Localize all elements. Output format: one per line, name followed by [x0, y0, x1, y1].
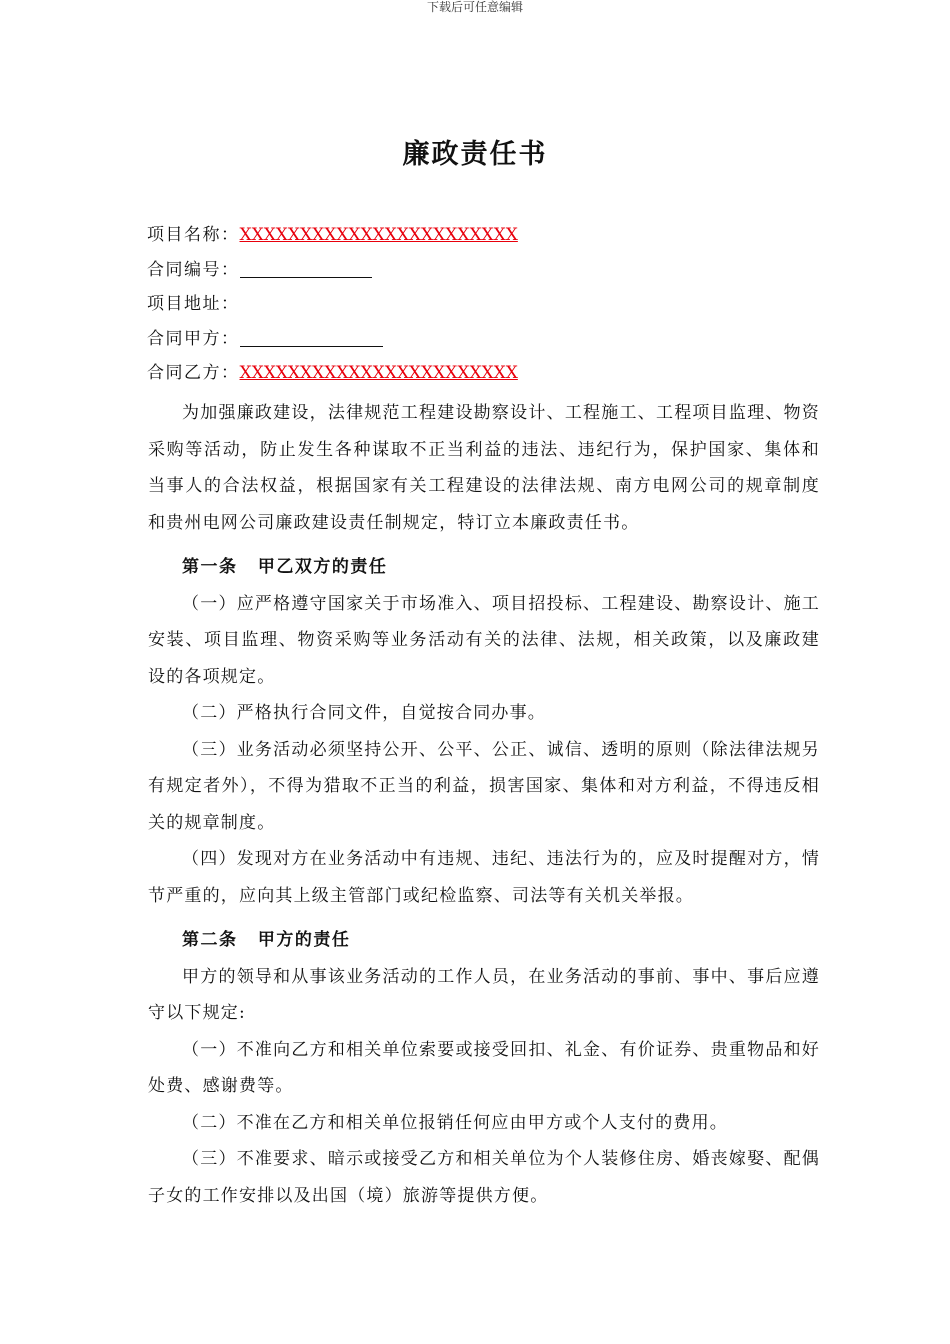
article2-lead: 甲方的领导和从事该业务活动的工作人员，在业务活动的事前、事中、事后应遵守以下规定:: [148, 966, 820, 1023]
article1-item: （一）应严格遵守国家关于市场准入、项目招投标、工程建设、勘察设计、施工安装、项目监理、物资采购等业务活动有关的法律、法规，相关政策，以及廉政建设的各项规定。: [148, 593, 820, 687]
field-party-b: [147, 361, 518, 396]
document-body: [148, 395, 820, 1214]
article2-item: （三）不准要求、暗示或接受乙方和相关单位为个人装修住房、婚丧嫁娶、配偶子女的工作安排以及出国（境）旅游等提供方便。: [148, 1149, 820, 1206]
article-number: 第二条: [182, 930, 238, 950]
contract-number-blank: [240, 259, 372, 278]
article-title: 甲方的责任: [257, 930, 351, 950]
article2-heading: [148, 922, 820, 959]
field-project-name: [147, 223, 518, 258]
field-project-address: [147, 292, 518, 327]
article1-item: （四）发现对方在业务活动中有违规、违纪、违法行为的，应及时提醒对方，情节严重的，应向其上级主管部门或纪检监察、司法等有关机关举报。: [148, 849, 820, 906]
article-number: 第一条: [182, 557, 238, 577]
header-note: 下载后可任意编辑: [426, 0, 523, 14]
project-name-value: XXXXXXXXXXXXXXXXXXXXXXX: [239, 225, 518, 245]
field-label: 合同甲方：: [147, 328, 240, 349]
field-label: 合同乙方：: [147, 363, 240, 383]
party-b-value: XXXXXXXXXXXXXXXXXXXXXXX: [239, 363, 518, 383]
field-label: 项目地址：: [147, 294, 240, 314]
field-contract-number: [147, 258, 518, 293]
article1-heading: [148, 549, 820, 586]
article2-item: （二）不准在乙方和相关单位报销任何应由甲方或个人支付的费用。: [182, 1112, 728, 1133]
article1-item: （三）业务活动必须坚持公开、公平、公正、诚信、透明的原则（除法律法规另有规定者外），不得为猎取不正当的利益，损害国家、集体和对方利益，不得违反相关的规章制度。: [148, 739, 820, 833]
document-title: 廉政责任书: [402, 139, 548, 170]
field-label: 合同编号：: [147, 259, 240, 280]
field-label: 项目名称：: [147, 225, 240, 245]
article-title: 甲乙双方的责任: [257, 557, 388, 577]
contract-fields: [147, 223, 518, 396]
article2-item: （一）不准向乙方和相关单位索要或接受回扣、礼金、有价证券、贵重物品和好处费、感谢费等。: [148, 1039, 820, 1096]
party-a-blank: [240, 328, 383, 347]
article1-item: （二）严格执行合同文件，自觉按合同办事。: [182, 703, 546, 723]
intro-paragraph: 为加强廉政建设，法律规范工程建设勘察设计、工程施工、工程项目监理、物资采购等活动，防止发生各种谋取不正当利益的违法、违纪行为，保护国家、集体和当事人的合法权益，根据国家有关工程建设的法律法规、南方电网公司的规章制度和贵州电网公司廉政建设责任制规定，特订立本廉政责任书。: [148, 403, 820, 533]
field-party-a: [147, 327, 518, 362]
